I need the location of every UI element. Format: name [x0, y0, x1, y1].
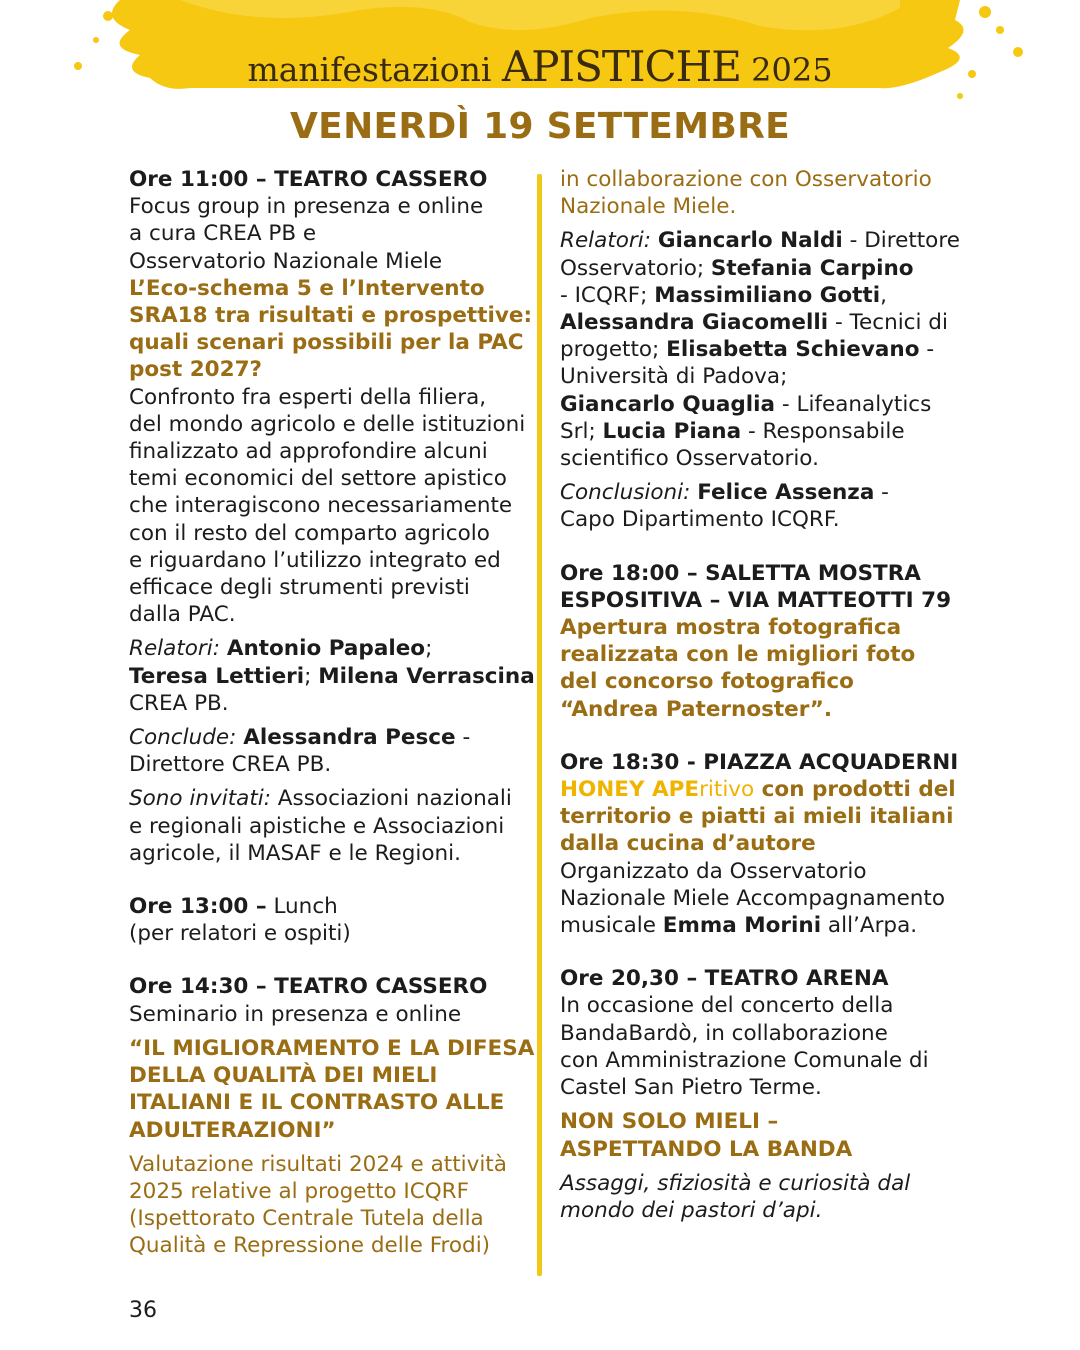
page-number: 36: [129, 1298, 157, 1323]
text-line: Capo Dipartimento ICQRF.: [560, 507, 840, 533]
title-part1: manifestazioni: [247, 50, 502, 89]
speaker-name: Milena Verrascina: [318, 663, 535, 689]
right-column: [560, 166, 960, 1224]
event-time: Ore 18:30 - PIAZZA ACQUADERNI: [560, 749, 959, 775]
speaker-name: Lucia Piana: [602, 418, 742, 444]
speaker-name: Giancarlo Naldi: [657, 228, 843, 254]
speaker-role: - Lifeanalytics: [775, 391, 932, 417]
speakers-line: [560, 336, 960, 363]
speaker-role: - Direttore: [842, 228, 960, 254]
speaker-name: Felice Assenza: [697, 480, 875, 506]
text-line: Assaggi, sfiziosità e curiosità dal: [560, 1170, 911, 1196]
speaker-role: - Responsabile: [741, 418, 905, 444]
speakers-line: [560, 255, 960, 282]
text-line: Direttore CREA PB.: [129, 752, 332, 778]
text-line: Castel San Pietro Terme.: [560, 1075, 822, 1101]
text-fragment: progetto;: [560, 337, 667, 363]
title-part3: 2025: [740, 51, 833, 89]
event-time: Ore 20,30 – TEATRO ARENA: [560, 966, 889, 992]
lunch-text: Lunch: [266, 894, 338, 920]
text-line: Organizzato da Osservatorio: [560, 858, 867, 884]
text-line: finalizzato ad approfondire alcuni: [129, 439, 488, 465]
separator: ;: [425, 636, 433, 662]
day-title: VENERDÌ 19 SETTEMBRE: [290, 106, 790, 147]
invited-text: Associazioni nazionali: [270, 786, 512, 812]
text-line: Osservatorio Nazionale Miele: [129, 248, 443, 274]
text-fragment: ,: [880, 282, 887, 308]
text-line: in collaborazione con Osservatorio: [560, 167, 932, 192]
text-line: Valutazione risultati 2024 e attività: [129, 1151, 507, 1177]
event-heading: DELLA QUALITÀ DEI MIELI: [129, 1063, 438, 1089]
text-fragment: all’Arpa.: [821, 913, 918, 939]
text-line: Focus group in presenza e online: [129, 194, 484, 220]
invited-label: Sono invitati:: [129, 786, 271, 812]
text-line: con il resto del comparto agricolo: [129, 520, 490, 546]
text-line: efficace degli strumenti previsti: [129, 575, 470, 601]
speaker-name: Elisabetta Schievano: [666, 337, 920, 363]
speaker-name: Giancarlo Quaglia: [560, 391, 776, 417]
event-heading: ADULTERAZIONI”: [129, 1117, 336, 1143]
text-line: mondo dei pastori d’api.: [560, 1197, 823, 1223]
text-line: scientifico Osservatorio.: [560, 446, 819, 472]
text-line: con Amministrazione Comunale di: [560, 1047, 929, 1073]
event-heading: “Andrea Paternoster”.: [560, 696, 833, 722]
text-line: che interagiscono necessariamente: [129, 493, 513, 519]
text-fragment: musicale: [560, 913, 663, 939]
text-line: (Ispettorato Centrale Tutela della: [129, 1206, 484, 1232]
text-fragment: - ICQRF;: [560, 282, 655, 308]
text-line: e regionali apistiche e Associazioni: [129, 813, 505, 839]
text-line: del mondo agricolo e delle istituzioni: [129, 411, 526, 437]
event-heading: realizzata con le migliori foto: [560, 642, 916, 668]
performer-name: Emma Morini: [662, 913, 822, 939]
speaker-role: - Tecnici di: [828, 310, 948, 336]
event-heading-text: con prodotti del: [754, 777, 956, 803]
speaker-name: Alessandra Pesce: [243, 725, 456, 751]
text-line: e riguardano l’utilizzo integrato ed: [129, 547, 501, 573]
text-line: Confronto fra esperti della filiera,: [129, 384, 487, 410]
text-fragment: -: [919, 337, 935, 363]
event-time: Ore 18:00 – SALETTA MOSTRA: [560, 560, 921, 586]
speakers-line: [129, 635, 534, 662]
music-line: [560, 912, 960, 939]
event-heading: post 2027?: [129, 357, 263, 383]
ritivo-label: ritivo: [699, 777, 755, 803]
event-heading: NON SOLO MIELI –: [560, 1109, 779, 1135]
speaker-name: Alessandra Giacomelli: [560, 310, 829, 336]
text-line: Qualità e Repressione delle Frodi): [129, 1233, 491, 1259]
event-heading: [560, 776, 960, 803]
event-heading: territorio e piatti ai mieli italiani: [560, 804, 954, 830]
invited-line: [129, 785, 534, 812]
speakers-line: [560, 391, 960, 418]
left-column: [129, 166, 534, 1260]
text-line: Seminario in presenza e online: [129, 1001, 462, 1027]
speaker-name: Massimiliano Gotti: [654, 282, 881, 308]
event-heading: ASPETTANDO LA BANDA: [560, 1136, 853, 1162]
conclusion-label: Conclude:: [129, 725, 237, 751]
event-time: Ore 14:30 – TEATRO CASSERO: [129, 974, 488, 1000]
event-time: Ore 13:00 –: [129, 894, 267, 920]
separator: ;: [304, 663, 319, 689]
column-divider: [537, 174, 542, 1276]
event-heading: “IL MIGLIORAMENTO E LA DIFESA: [129, 1035, 535, 1061]
text-line: CREA PB.: [129, 690, 229, 716]
speakers-line: [560, 418, 960, 445]
separator: -: [455, 725, 471, 751]
conclusion-line: [129, 724, 534, 751]
text-line: BandaBardò, in collaborazione: [560, 1020, 888, 1046]
text-line: Nazionale Miele.: [560, 194, 737, 220]
text-line: dalla PAC.: [129, 602, 236, 628]
honey-ape-label: HONEY APE: [560, 777, 700, 803]
publication-title: [0, 42, 1080, 91]
text-line: a cura CREA PB e: [129, 221, 317, 247]
speakers-label: Relatori:: [560, 228, 651, 254]
event-heading: quali scenari possibili per la PAC: [129, 330, 524, 356]
text-fragment: -: [874, 480, 889, 506]
text-line: In occasione del concerto della: [560, 993, 894, 1019]
event-heading: del concorso fotografico: [560, 669, 854, 695]
speakers-line: [560, 309, 960, 336]
speakers-label: Relatori:: [129, 636, 220, 662]
text-line: agricole, il MASAF e le Regioni.: [129, 840, 461, 866]
event-time: ESPOSITIVA – VIA MATTEOTTI 79: [560, 587, 952, 613]
text-line: temi economici del settore apistico: [129, 466, 507, 492]
conclusion-line: [560, 479, 960, 506]
text-fragment: Srl;: [560, 418, 603, 444]
speakers-line: [560, 227, 960, 254]
text-fragment: Osservatorio;: [560, 255, 711, 281]
title-part2: APISTICHE: [501, 42, 741, 91]
speakers-line: [560, 282, 960, 309]
speaker-name: Antonio Papaleo: [226, 636, 426, 662]
text-line: 2025 relative al progetto ICQRF: [129, 1178, 469, 1204]
lunch-line: [129, 893, 534, 920]
conclusion-label: Conclusioni:: [560, 480, 691, 506]
event-heading: SRA18 tra risultati e prospettive:: [129, 303, 533, 329]
text-line: (per relatori e ospiti): [129, 921, 351, 947]
speaker-name: Teresa Lettieri: [129, 663, 305, 689]
event-heading: L’Eco-schema 5 e l’Intervento: [129, 275, 485, 301]
speakers-line: [129, 663, 534, 690]
event-heading: Apertura mostra fotografica: [560, 615, 902, 641]
text-line: Nazionale Miele Accompagnamento: [560, 885, 946, 911]
event-time: Ore 11:00 – TEATRO CASSERO: [129, 167, 488, 192]
text-line: Università di Padova;: [560, 364, 788, 390]
event-heading: ITALIANI E IL CONTRASTO ALLE: [129, 1090, 505, 1116]
speaker-name: Stefania Carpino: [710, 255, 914, 281]
event-heading: dalla cucina d’autore: [560, 831, 816, 857]
